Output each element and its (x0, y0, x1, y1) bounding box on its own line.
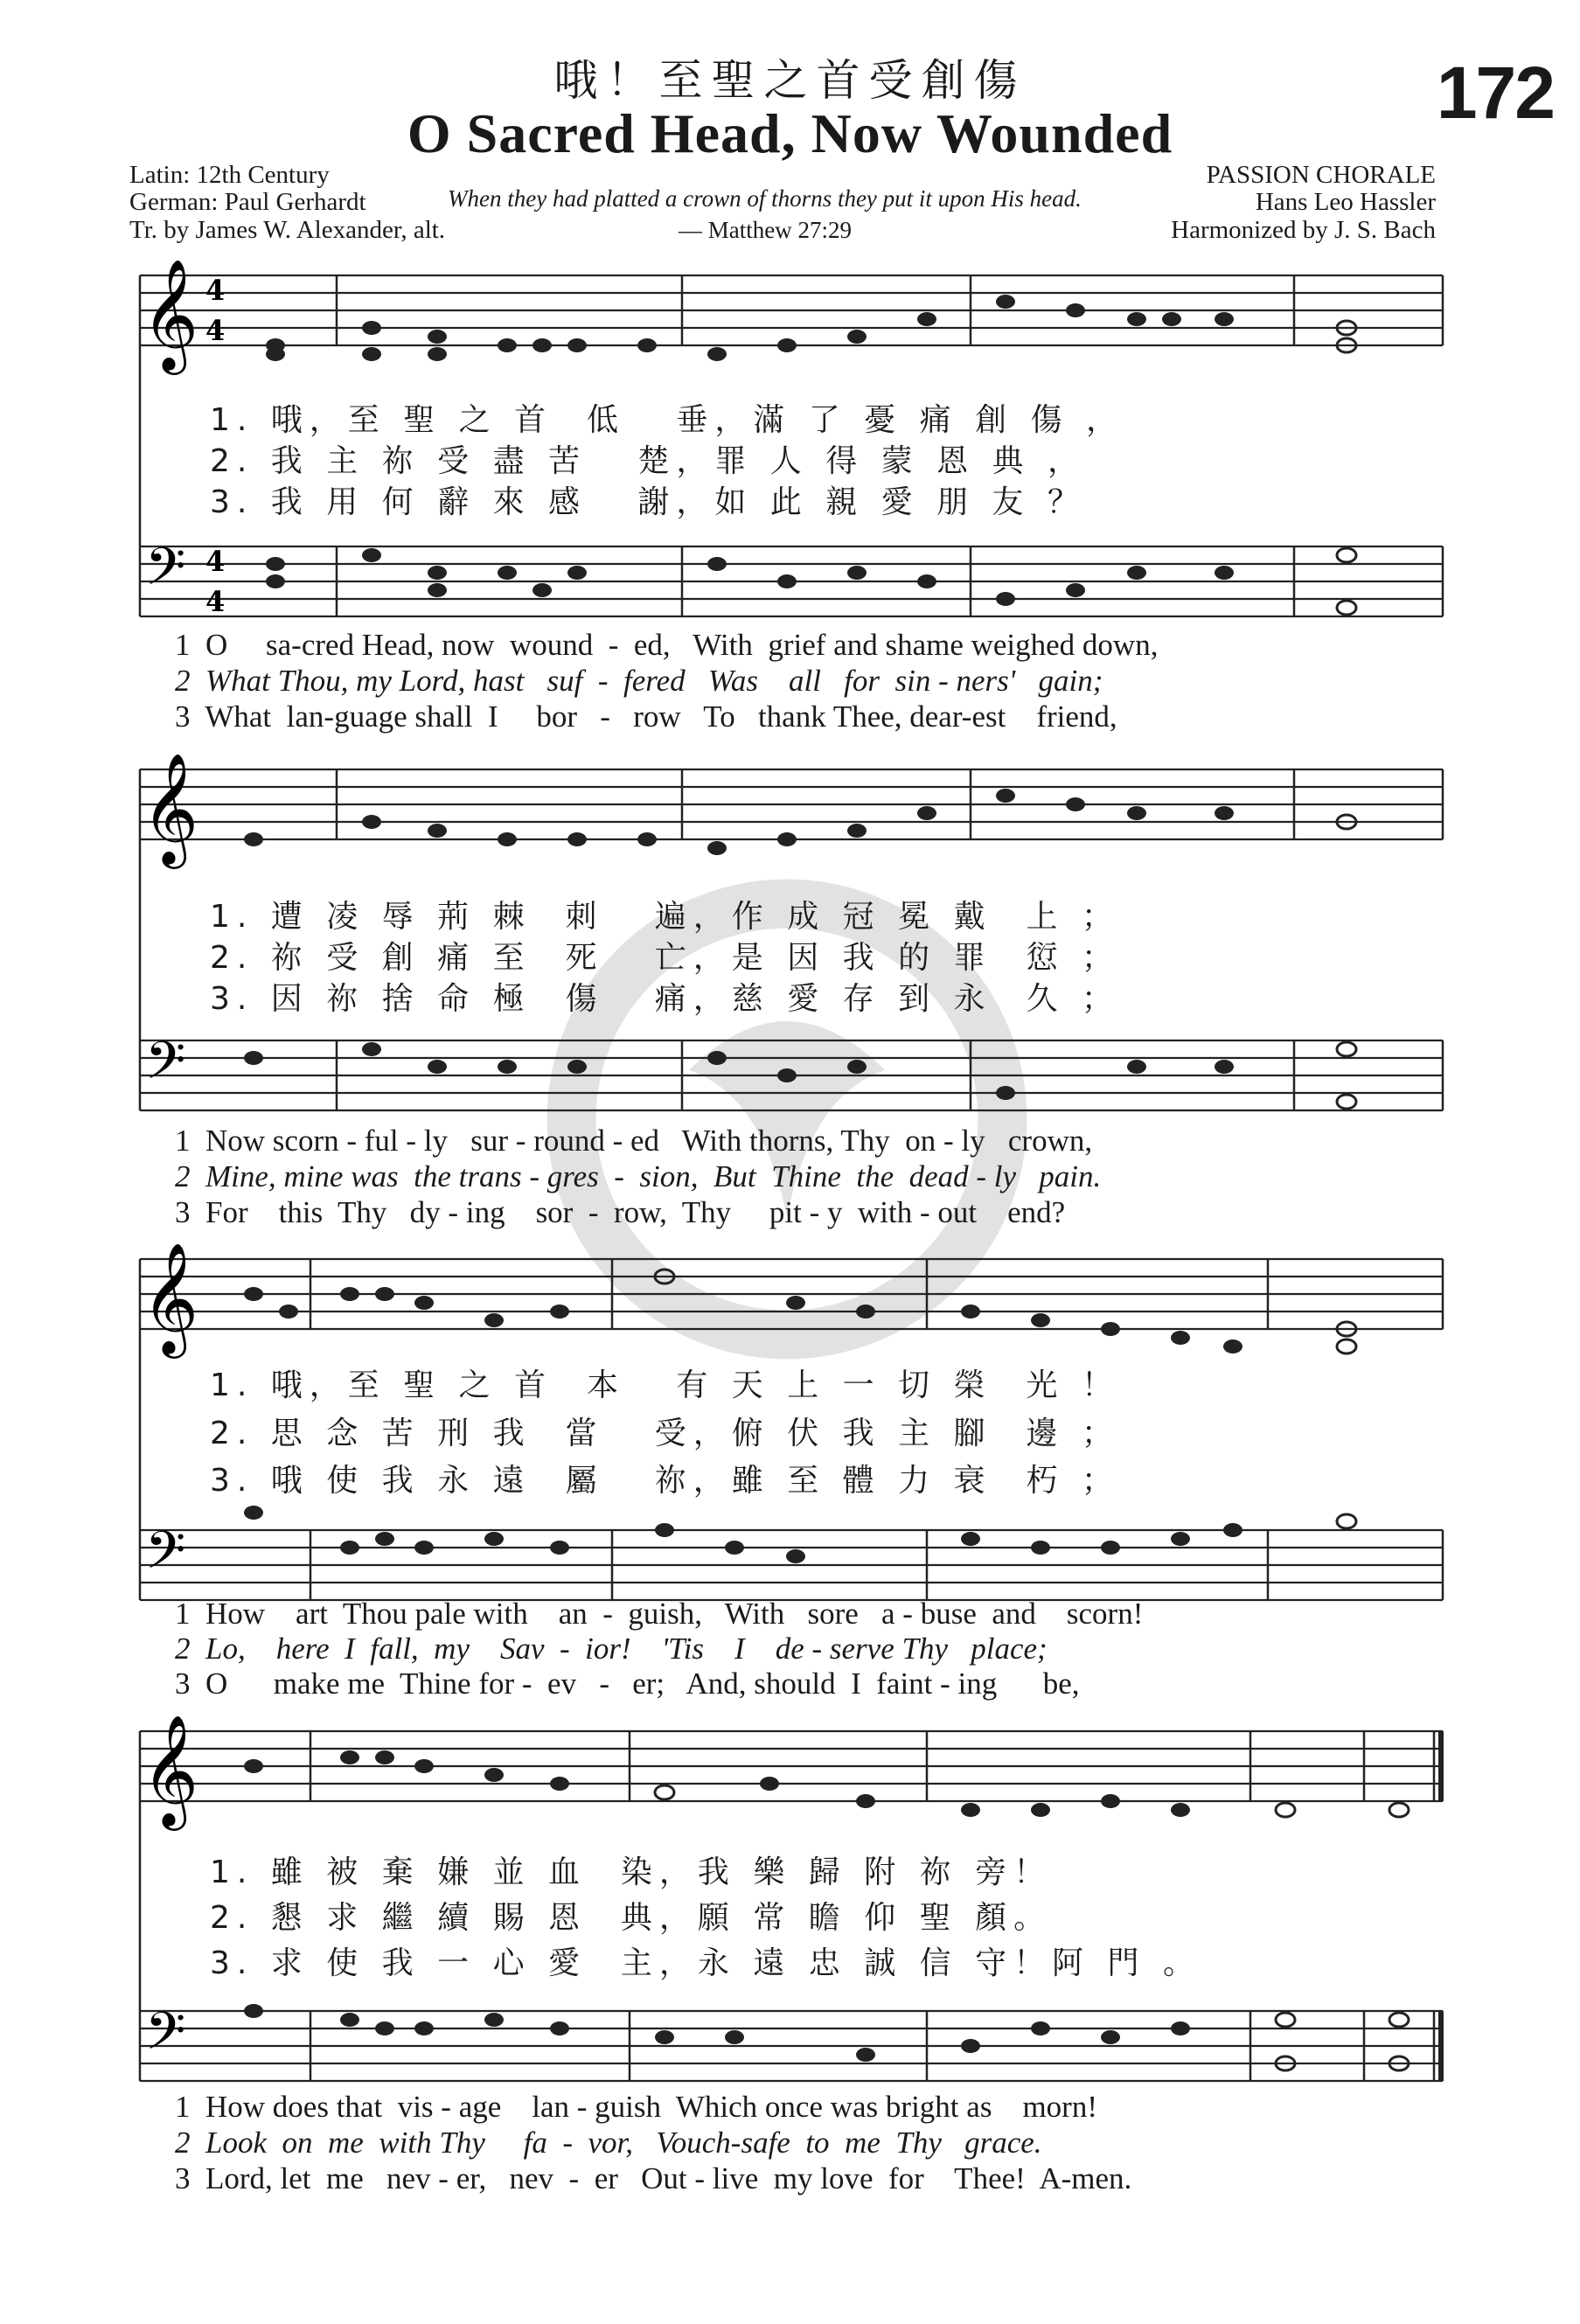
credit-german: German: Paul Gerhardt (129, 188, 366, 216)
hymn-number: 172 (1436, 52, 1554, 134)
english-verse-3: 3 O make me Thine for - ev - er; And, should I faint - ing be, (175, 1666, 1080, 1701)
credit-latin: Latin: 12th Century (129, 161, 330, 189)
chinese-verse-2: 2. 我 主 祢 受 盡 苦 楚，罪 人 得 蒙 恩 典 ， (210, 443, 1086, 479)
english-verse-1: 1 How art Thou pale with an - guish, With sore a - buse and scorn! (175, 1597, 1144, 1631)
treble-clef-icon: 𝄞 (142, 258, 199, 370)
english-verse-3: 3 Lord, let me nev - er, nev - er Out - live my love for Thee! A-men. (175, 2161, 1132, 2195)
chinese-verse-2: 2. 思 念 苦 刑 我 當 受，俯 伏 我 主 腳 邊 ； (210, 1416, 1120, 1451)
chinese-verse-1: 1. 遭 凌 辱 荊 棘 刺 遍，作 成 冠 冕 戴 上 ； (210, 899, 1120, 935)
bass-clef-icon: 𝄢 (145, 1520, 186, 1593)
english-verse-2: 2 Look on me with Thy fa - vor, Vouch-safe to me Thy grace. (175, 2126, 1042, 2160)
english-verse-1: 1 O sa-cred Head, now wound - ed, With grief and shame weighed down, (175, 628, 1159, 662)
bass-clef-icon: 𝄢 (145, 1030, 186, 1103)
english-verse-1: 1 Now scorn - ful - ly sur - round - ed With thorns, Thy on - ly crown, (175, 1124, 1093, 1158)
bass-clef-icon: 𝄢 (145, 2000, 186, 2074)
svg-text:4: 4 (205, 545, 226, 578)
english-verse-2: 2 Lo, here I fall, my Sav - ior! 'Tis I de - serve Thy place; (175, 1632, 1048, 1666)
chinese-verse-1: 1. 雖 被 棄 嫌 並 血 染，我 樂 歸 附 祢 旁！ (210, 1854, 1053, 1890)
treble-clef-icon: 𝄞 (142, 752, 199, 864)
harmonizer: Harmonized by J. S. Bach (1171, 216, 1436, 244)
treble-clef-icon: 𝄞 (142, 1714, 199, 1826)
svg-text:4: 4 (205, 274, 226, 307)
bass-clef-icon: 𝄢 (145, 536, 186, 609)
chinese-verse-3: 3. 我 用 何 辭 來 感 謝，如 此 親 愛 朋 友 ？ (210, 484, 1086, 520)
english-verse-3: 3 For this Thy dy - ing sor - row, Thy pit - y with - out end? (175, 1195, 1066, 1229)
chinese-verse-3: 3. 求 使 我 一 心 愛 主，永 遠 忠 誠 信 守！阿 門 。 (210, 1945, 1201, 1981)
scripture-quote: When they had platted a crown of thorns they put it upon His head. (448, 185, 1082, 212)
chinese-verse-3: 3. 因 祢 捨 命 極 傷 痛，慈 愛 存 到 永 久 ； (210, 981, 1120, 1017)
composer: Hans Leo Hassler (1255, 188, 1436, 216)
english-verse-3: 3 What lan-guage shall I bor - row To thank Thee, dear-est friend, (175, 699, 1117, 734)
scripture-reference: — Matthew 27:29 (679, 217, 852, 243)
credit-translator: Tr. by James W. Alexander, alt. (129, 216, 446, 244)
svg-text:4: 4 (205, 314, 226, 347)
treble-staff (140, 275, 1443, 345)
english-verse-2: 2 Mine, mine was the trans - gres - sion, But Thine the dead - ly pain. (175, 1159, 1102, 1193)
chinese-verse-3: 3. 哦 使 我 永 遠 屬 祢，雖 至 體 力 衰 朽 ； (210, 1463, 1120, 1499)
english-verse-2: 2 What Thou, my Lord, hast suf - fered Was all for sin - ners' gain; (175, 664, 1103, 698)
english-title: O Sacred Head, Now Wounded (407, 102, 1173, 164)
tune-name: PASSION CHORALE (1206, 161, 1436, 189)
chinese-verse-1: 1. 哦，至 聖 之 首 本 有 天 上 一 切 榮 光 ！ (210, 1367, 1120, 1403)
chinese-verse-2: 2. 懇 求 繼 續 賜 恩 典，願 常 瞻 仰 聖 顏。 (210, 1900, 1053, 1936)
chinese-title: 哦！至聖之首受創傷 (553, 55, 1027, 106)
chinese-verse-1: 1. 哦，至 聖 之 首 低 垂，滿 了 憂 痛 創 傷 ， (210, 402, 1124, 438)
english-verse-1: 1 How does that vis - age lan - guish Which once was bright as morn! (175, 2090, 1097, 2124)
chinese-verse-2: 2. 祢 受 創 痛 至 死 亡，是 因 我 的 罪 愆 ； (210, 940, 1120, 976)
treble-clef-icon: 𝄞 (142, 1242, 199, 1353)
svg-text:4: 4 (205, 585, 226, 618)
